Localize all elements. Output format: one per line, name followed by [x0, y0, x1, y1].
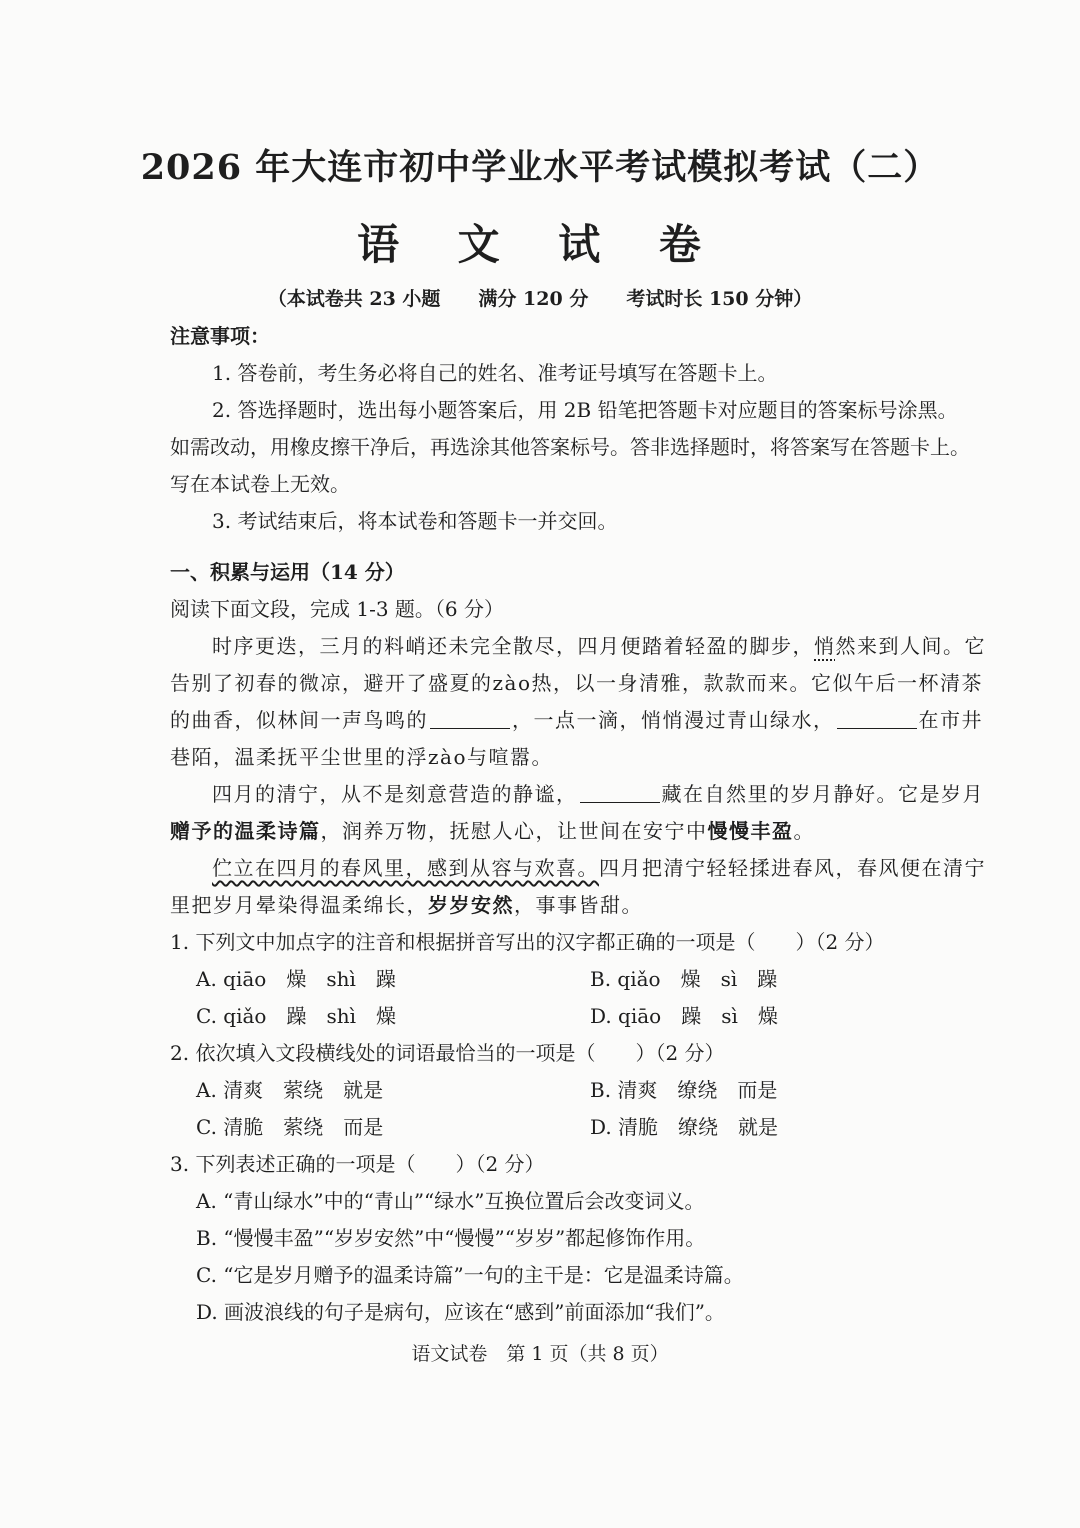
question-3-stem: 3. 下列表述正确的一项是（ ）（2 分） [170, 1152, 545, 1176]
wavy-sentence: 伫立在四月的春风里，感到从容与欢喜。 [212, 856, 599, 880]
exam-info: （本试卷共 23 小题 满分 120 分 考试时长 150 分钟） [267, 288, 813, 310]
question-1-option-c: C. qiǎo 躁 shì 燥 [196, 1004, 397, 1028]
passage-text: 四月把清宁轻轻揉进春风，春风便在清宁 [599, 856, 986, 880]
question-2-option-b: B. 清爽 缭绕 而是 [590, 1078, 778, 1102]
passage-text: 时序更迭，三月的料峭还未完全散尽，四月便踏着轻盈的脚步， [212, 634, 814, 658]
exam-title: 2026 年大连市初中学业水平考试模拟考试（二） [140, 147, 940, 188]
page-footer: 语文试卷 第 1 页（共 8 页） [411, 1343, 669, 1365]
passage-text: 四月的清宁，从不是刻意营造的静谧， [212, 782, 578, 806]
passage-text: 藏在自然里的岁月静好。它是岁月 [661, 782, 984, 806]
question-3-option-b: B. “慢慢丰盈”“岁岁安然”中“慢慢”“岁岁”都起修饰作用。 [196, 1226, 706, 1250]
passage-line [212, 780, 984, 808]
passage-line [212, 632, 986, 660]
bold-phrase: 岁岁安然 [428, 893, 514, 917]
notice-item-2-line-3: 写在本试卷上无效。 [170, 472, 350, 496]
fill-blank-1 [430, 708, 510, 729]
passage-text: 里把岁月晕染得温柔绵长， [170, 893, 428, 917]
passage-line [170, 706, 983, 734]
question-1-option-d: D. qiāo 躁 sì 燥 [590, 1004, 778, 1028]
question-2-stem: 2. 依次填入文段横线处的词语最恰当的一项是（ ）（2 分） [170, 1041, 725, 1065]
question-3-option-d: D. 画波浪线的句子是病句，应该在“感到”前面添加“我们”。 [196, 1300, 725, 1324]
section-heading: 一、积累与运用（14 分） [170, 560, 405, 584]
dotted-char: 悄 [814, 634, 836, 658]
passage-text: 的曲香，似林间一声鸟鸣的 [170, 708, 428, 732]
bold-phrase: 赠予的温柔诗篇 [170, 819, 321, 843]
question-2-option-a: A. 清爽 萦绕 就是 [196, 1078, 384, 1102]
question-1-option-a: A. qiāo 燥 shì 躁 [196, 967, 396, 991]
fill-blank-3 [580, 782, 660, 803]
passage-text: 。 [793, 819, 815, 843]
question-1-stem: 1. 下列文中加点字的注音和根据拼音写出的汉字都正确的一项是（ ）（2 分） [170, 930, 885, 954]
question-3-option-a: A. “青山绿水”中的“青山”“绿水”互换位置后会改变词义。 [196, 1189, 705, 1213]
question-2-option-d: D. 清脆 缭绕 就是 [590, 1115, 779, 1139]
notice-item-2-line-1: 2. 答选择题时，选出每小题答案后，用 2B 铅笔把答题卡对应题目的答案标号涂黑。 [212, 398, 958, 422]
passage-line: 告别了初春的微凉，避开了盛夏的zào热，以一身清雅，款款而来。它似午后一杯清茶 [170, 671, 984, 695]
question-3-option-c: C. “它是岁月赠予的温柔诗篇”一句的主干是：它是温柔诗篇。 [196, 1263, 744, 1287]
bold-phrase: 慢慢丰盈 [707, 819, 794, 843]
passage-text: ，事事皆甜。 [514, 893, 643, 917]
notice-item-2-line-2: 如需改动，用橡皮擦干净后，再选涂其他答案标号。答非选择题时，将答案写在答题卡上。 [170, 435, 970, 459]
passage-line [212, 854, 986, 882]
notice-heading: 注意事项： [170, 324, 270, 348]
passage-line [170, 891, 643, 919]
question-2-option-c: C. 清脆 萦绕 而是 [196, 1115, 384, 1139]
passage-text: ，一点一滴，悄悄漫过青山绿水， [512, 708, 835, 732]
passage-text: 然来到人间。它 [835, 634, 986, 658]
passage-line [170, 817, 815, 845]
passage-line: 巷陌，温柔抚平尘世里的浮zào与喧嚣。 [170, 745, 554, 769]
notice-item-1: 1. 答卷前，考生务必将自己的姓名、准考证号填写在答题卡上。 [212, 361, 778, 385]
fill-blank-2 [837, 708, 917, 729]
notice-item-3: 3. 考试结束后，将本试卷和答题卡一并交回。 [212, 509, 618, 533]
section-instruction: 阅读下面文段，完成 1-3 题。（6 分） [170, 597, 505, 621]
question-1-option-b: B. qiǎo 燥 sì 躁 [590, 967, 778, 991]
subject-title: 语 文 试 卷 [357, 220, 723, 269]
passage-text: ，润养万物，抚慰人心，让世间在安宁中 [320, 819, 708, 843]
passage-text: 在市井 [918, 708, 983, 732]
